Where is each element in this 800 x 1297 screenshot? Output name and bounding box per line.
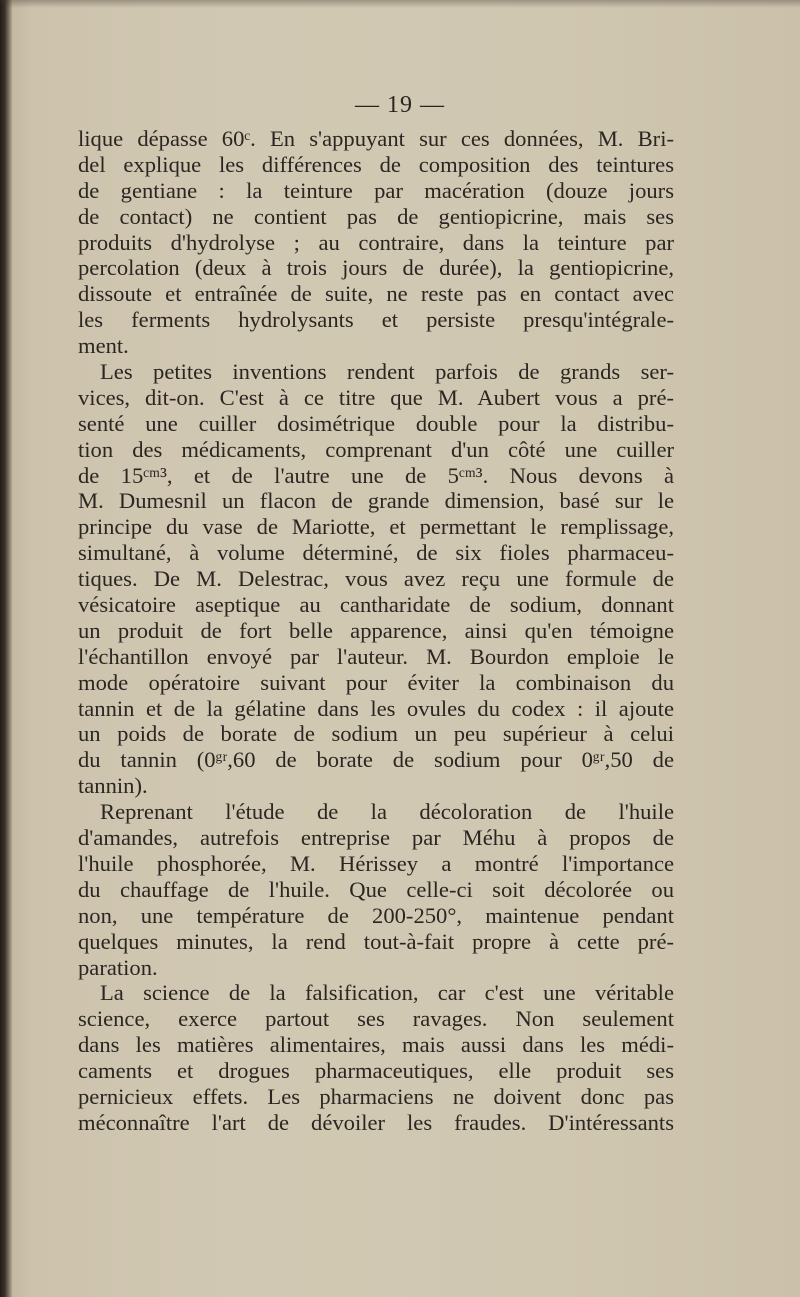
text-line: non, une température de 200-250°, maintenue pendant [78, 902, 674, 928]
text-line: méconnaître l'art de dévoiler les fraudes. D'intéressants [78, 1109, 674, 1135]
text-line: La science de la falsification, car c'est une véritable [100, 980, 674, 1006]
text-line: un produit de fort belle apparence, ainsi qu'en témoigne [78, 617, 674, 643]
text-line: tion des médicaments, comprenant d'un côté une cuiller [78, 436, 674, 462]
text-line: simultané, à volume déterminé, de six fioles pharmaceu- [78, 540, 674, 566]
text-line: quelques minutes, la rend tout-à-fait propre à cette pré- [78, 928, 674, 954]
text-line: du tannin (0ᵍʳ,60 de borate de sodium pour 0ᵍʳ,50 de [78, 747, 674, 773]
text-line: lique dépasse 60ᶜ. En s'appuyant sur ces données, M. Bri- [78, 126, 674, 151]
page-number-header: — 19 — [355, 92, 445, 118]
text-line: produits d'hydrolyse ; au contraire, dans la teinture par [78, 229, 674, 255]
text-line: ment. [78, 333, 129, 359]
text-line: senté une cuiller dosimétrique double pour la distribu- [78, 410, 674, 436]
text-line: tannin et de la gélatine dans les ovules du codex : il ajoute [78, 695, 674, 721]
text-line: de contact) ne contient pas de gentiopicrine, mais ses [78, 203, 674, 229]
text-line: tiques. De M. Delestrac, vous avez reçu une formule de [78, 566, 674, 592]
body-text [78, 126, 674, 1136]
text-line: du chauffage de l'huile. Que celle-ci soit décolorée ou [78, 876, 674, 902]
text-line: l'échantillon envoyé par l'auteur. M. Bourdon emploie le [78, 643, 674, 669]
text-line: d'amandes, autrefois entreprise par Méhu à propos de [78, 825, 674, 851]
text-line: mode opératoire suivant pour éviter la combinaison du [78, 669, 674, 695]
text-line: un poids de borate de sodium un peu supérieur à celui [78, 721, 674, 747]
text-line: de gentiane : la teinture par macération (douze jours [78, 177, 674, 203]
page-top-shadow [0, 0, 800, 8]
text-line: de 15ᶜᵐ³, et de l'autre une de 5ᶜᵐ³. Nous devons à [78, 462, 674, 488]
text-line: science, exerce partout ses ravages. Non seulement [78, 1006, 674, 1032]
text-line: pernicieux effets. Les pharmaciens ne doivent donc pas [78, 1083, 674, 1109]
text-line: dissoute et entraînée de suite, ne reste pas en contact avec [78, 281, 674, 307]
text-line: Les petites inventions rendent parfois de grands ser- [100, 359, 674, 385]
text-line: l'huile phosphorée, M. Hérissey a montré l'importance [78, 850, 674, 876]
text-line: percolation (deux à trois jours de durée), la gentiopicrine, [78, 255, 674, 281]
text-line: tannin). [78, 773, 148, 799]
text-line: paration. [78, 954, 158, 980]
text-line: principe du vase de Mariotte, et permettant le remplissage, [78, 514, 674, 540]
text-line: del explique les différences de composition des teintures [78, 151, 674, 177]
text-line: vésicatoire aseptique au cantharidate de sodium, donnant [78, 592, 674, 618]
text-line: les ferments hydrolysants et persiste presqu'intégrale- [78, 307, 674, 333]
text-line: caments et drogues pharmaceutiques, elle produit ses [78, 1058, 674, 1084]
text-line: dans les matières alimentaires, mais aussi dans les médi- [78, 1032, 674, 1058]
text-line: vices, dit-on. C'est à ce titre que M. Aubert vous a pré- [78, 384, 674, 410]
text-line: M. Dumesnil un flacon de grande dimension, basé sur le [78, 488, 674, 514]
book-binding-edge [0, 0, 12, 1297]
text-line: Reprenant l'étude de la décoloration de l'huile [100, 799, 674, 825]
